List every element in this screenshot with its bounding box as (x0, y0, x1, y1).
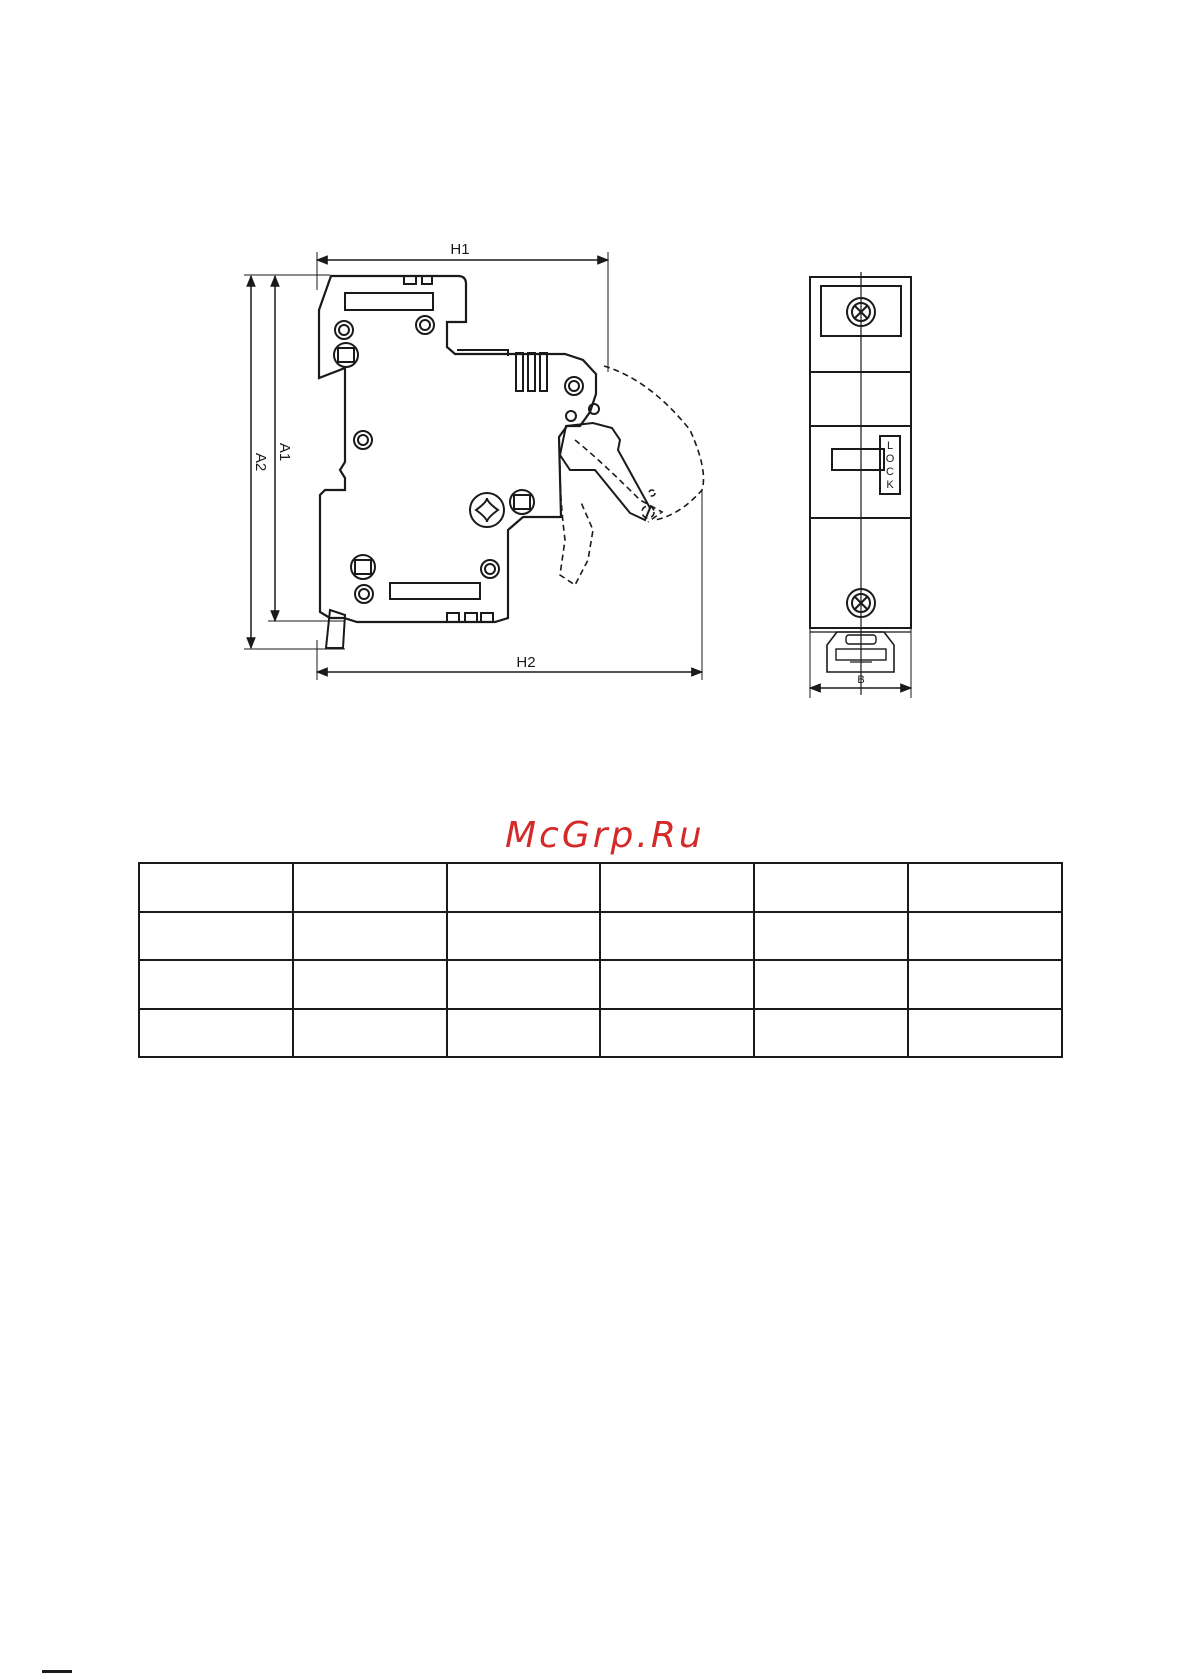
table-row (139, 960, 1062, 1009)
table-cell (908, 960, 1062, 1009)
contact-fins (457, 350, 547, 391)
square-terminals (334, 343, 534, 579)
h2-label: H2 (516, 654, 536, 671)
h2-dimension (317, 490, 702, 680)
table-cell (754, 1009, 908, 1058)
bottom-tab-3 (481, 613, 493, 622)
table-cell (139, 863, 293, 912)
table-cell (293, 912, 447, 961)
table-cell (293, 863, 447, 912)
table-cell (908, 1009, 1062, 1058)
table-cell (754, 912, 908, 961)
technical-drawing (0, 0, 1192, 720)
a2-label: A2 (252, 452, 269, 472)
top-tab-1 (404, 276, 416, 284)
footer-mark (42, 1670, 72, 1673)
table-cell (754, 960, 908, 1009)
lock-letter-k: K (886, 479, 894, 491)
adjust-screw (470, 493, 504, 527)
lock-letter-c: C (886, 466, 894, 478)
bottom-tab-1 (447, 613, 459, 622)
table-cell (447, 912, 601, 961)
table-cell (908, 863, 1062, 912)
rail-clip (326, 610, 345, 648)
toggle-slot (832, 449, 884, 470)
a2-dimension (244, 275, 345, 649)
lock-letter-l: L (886, 440, 894, 452)
watermark-text: McGrp.Ru (505, 815, 705, 856)
side-view (244, 241, 704, 680)
dimension-table (138, 862, 1063, 1058)
h1-dimension (317, 241, 608, 372)
table-row (139, 912, 1062, 961)
a1-dimension (268, 276, 345, 621)
front-view (810, 272, 911, 698)
top-slot (345, 293, 433, 310)
table-cell (754, 863, 908, 912)
table-cell (447, 960, 601, 1009)
table-cell (139, 912, 293, 961)
table-row (139, 1009, 1062, 1058)
table-cell (600, 960, 754, 1009)
table-cell (139, 1009, 293, 1058)
lever-solid[interactable] (560, 423, 650, 520)
table-cell (600, 863, 754, 912)
lock-label (886, 440, 895, 491)
lock-letter-o: O (885, 453, 895, 465)
table-row (139, 863, 1062, 912)
h1-label: H1 (450, 241, 470, 258)
table-cell (600, 912, 754, 961)
bottom-tab-2 (465, 613, 477, 622)
table-cell (293, 1009, 447, 1058)
a1-label: A1 (276, 442, 293, 462)
table-cell (447, 863, 601, 912)
table-cell (908, 912, 1062, 961)
table-cell (139, 960, 293, 1009)
table-cell (447, 1009, 601, 1058)
top-tab-2 (422, 276, 432, 284)
table-cell (293, 960, 447, 1009)
b-label: B (857, 674, 865, 686)
table-cell (600, 1009, 754, 1058)
bottom-slot (390, 583, 480, 599)
